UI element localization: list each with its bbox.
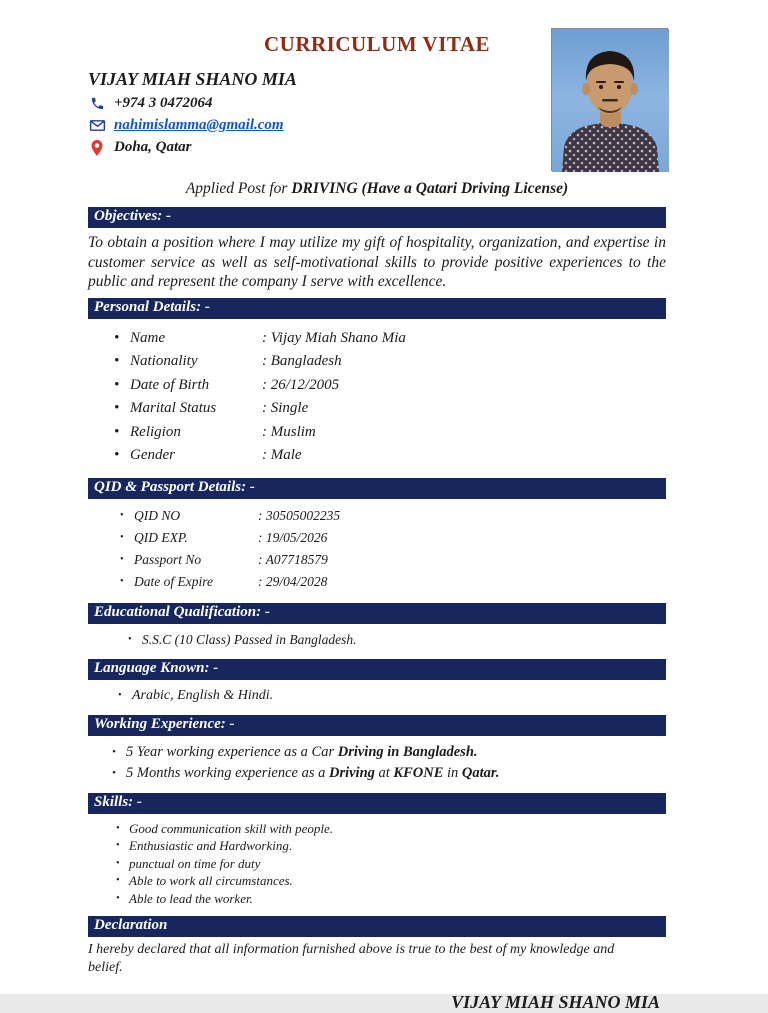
- experience-text: 5 Year working experience as a Car Driving in Bangladesh.: [126, 743, 478, 760]
- section-heading-language: Language Known: -: [88, 659, 666, 680]
- detail-label: Date of Expire: [134, 573, 213, 589]
- bullet-icon: •: [114, 376, 120, 393]
- applied-post-line: [88, 180, 666, 198]
- bullet-icon: •: [114, 447, 120, 463]
- detail-value: : Bangladesh: [262, 353, 342, 369]
- section-heading-declaration: Declaration: [88, 916, 666, 937]
- section-heading-personal-details: Personal Details: -: [88, 298, 666, 319]
- qid-detail-row: [88, 527, 666, 549]
- detail-label: Nationality: [130, 353, 198, 369]
- personal-detail-row: [88, 397, 666, 421]
- applied-post-bold: DRIVING (Have a Qatari Driving License): [291, 180, 569, 197]
- education-list: [88, 630, 666, 650]
- bullet-icon: •: [112, 745, 116, 758]
- bullet-icon: •: [114, 353, 120, 369]
- bullet-icon: •: [116, 892, 120, 904]
- detail-label: Gender: [130, 447, 175, 463]
- language-item: [88, 686, 666, 706]
- detail-label: QID EXP.: [134, 529, 188, 545]
- qid-detail-row: [88, 549, 666, 571]
- detail-value: : 26/12/2005: [262, 376, 340, 393]
- bullet-icon: •: [114, 423, 120, 440]
- skill-text: Able to lead the worker.: [129, 890, 253, 906]
- detail-value: : 30505002235: [258, 507, 341, 523]
- detail-value: : Male: [262, 447, 302, 463]
- bullet-icon: •: [116, 822, 120, 834]
- signature-name: VIJAY MIAH SHANO MIA: [451, 992, 660, 1012]
- skill-text: Able to work all circumstances.: [129, 873, 293, 888]
- applicant-photo: [551, 28, 668, 171]
- bullet-icon: •: [114, 329, 120, 346]
- section-heading-experience: Working Experience: -: [88, 715, 666, 736]
- phone-icon: [88, 96, 106, 111]
- qid-detail-row: [88, 505, 666, 527]
- page-title: CURRICULUM VITAE: [264, 32, 490, 56]
- experience-item: [88, 742, 666, 763]
- language-text: Arabic, English & Hindi.: [132, 687, 274, 703]
- email-link[interactable]: nahimislamma@gmail.com: [114, 117, 284, 133]
- education-item: [88, 630, 666, 650]
- detail-value: : Vijay Miah Shano Mia: [262, 329, 406, 346]
- personal-detail-row: [88, 374, 666, 398]
- personal-detail-row: [88, 350, 666, 374]
- section-heading-education: Educational Qualification: -: [88, 603, 666, 624]
- experience-item: [88, 763, 666, 784]
- qid-passport-list: [88, 505, 666, 593]
- detail-value: : A07718579: [258, 551, 328, 567]
- email-icon: [88, 119, 106, 132]
- skill-item: [88, 837, 666, 855]
- qid-detail-row: [88, 571, 666, 593]
- bullet-icon: •: [120, 531, 124, 543]
- detail-value: : 19/05/2026: [258, 529, 328, 545]
- skill-item: [88, 872, 666, 890]
- detail-value: : Single: [262, 400, 309, 416]
- section-heading-objectives: Objectives: -: [88, 207, 666, 228]
- location-text: Doha, Qatar: [114, 139, 192, 155]
- skill-text: Enthusiastic and Hardworking.: [129, 838, 293, 853]
- personal-detail-row: [88, 327, 666, 351]
- applicant-name: VIJAY MIAH SHANO MIA: [88, 69, 297, 89]
- applied-post-prefix: Applied Post for: [185, 180, 292, 197]
- section-heading-skills: Skills: -: [88, 793, 666, 814]
- bullet-icon: •: [120, 509, 124, 521]
- education-text: S.S.C (10 Class) Passed in Bangladesh.: [142, 631, 357, 647]
- experience-text: 5 Months working experience as a Driving at KFONE in Qatar.: [126, 764, 500, 781]
- detail-label: Religion: [130, 423, 181, 440]
- objectives-body: To obtain a position where I may utilize my gift of hospitality, organization, and expertise in customer service as well as self-motivational skills to provide positive experiences to the public and represent the company I serve with excellence.: [88, 234, 666, 290]
- bullet-icon: •: [116, 875, 120, 886]
- skill-text: Good communication skill with people.: [129, 820, 334, 836]
- language-list: [88, 686, 666, 706]
- phone-number: +974 3 0472064: [114, 95, 213, 111]
- detail-label: Name: [130, 329, 165, 346]
- skills-list: [88, 820, 666, 908]
- skill-text: punctual on time for duty: [129, 855, 261, 871]
- personal-detail-row: [88, 421, 666, 445]
- personal-details-list: [88, 327, 666, 468]
- detail-value: : Muslim: [262, 423, 316, 440]
- personal-detail-row: [88, 444, 666, 468]
- applicant-photo-image: [552, 29, 669, 172]
- detail-label: QID NO: [134, 507, 181, 523]
- detail-label: Marital Status: [130, 400, 217, 416]
- detail-label: Passport No: [134, 551, 202, 567]
- location-pin-icon: [88, 140, 106, 156]
- bullet-icon: •: [116, 840, 120, 851]
- section-heading-qid-passport: QID & Passport Details: -: [88, 478, 666, 499]
- bullet-icon: •: [118, 689, 122, 701]
- bullet-icon: •: [128, 633, 132, 645]
- detail-label: Date of Birth: [130, 376, 210, 393]
- skill-item: [88, 855, 666, 873]
- bullet-icon: •: [116, 857, 120, 869]
- detail-value: : 29/04/2028: [258, 573, 328, 589]
- bullet-icon: •: [120, 575, 124, 587]
- skill-item: [88, 890, 666, 908]
- bullet-icon: •: [120, 553, 124, 565]
- bullet-icon: •: [112, 766, 116, 779]
- declaration-body: I hereby declared that all information furnished above is true to the best of my knowledge and belief.: [88, 942, 615, 975]
- experience-list: [88, 742, 666, 784]
- skill-item: [88, 820, 666, 838]
- bullet-icon: •: [114, 400, 120, 416]
